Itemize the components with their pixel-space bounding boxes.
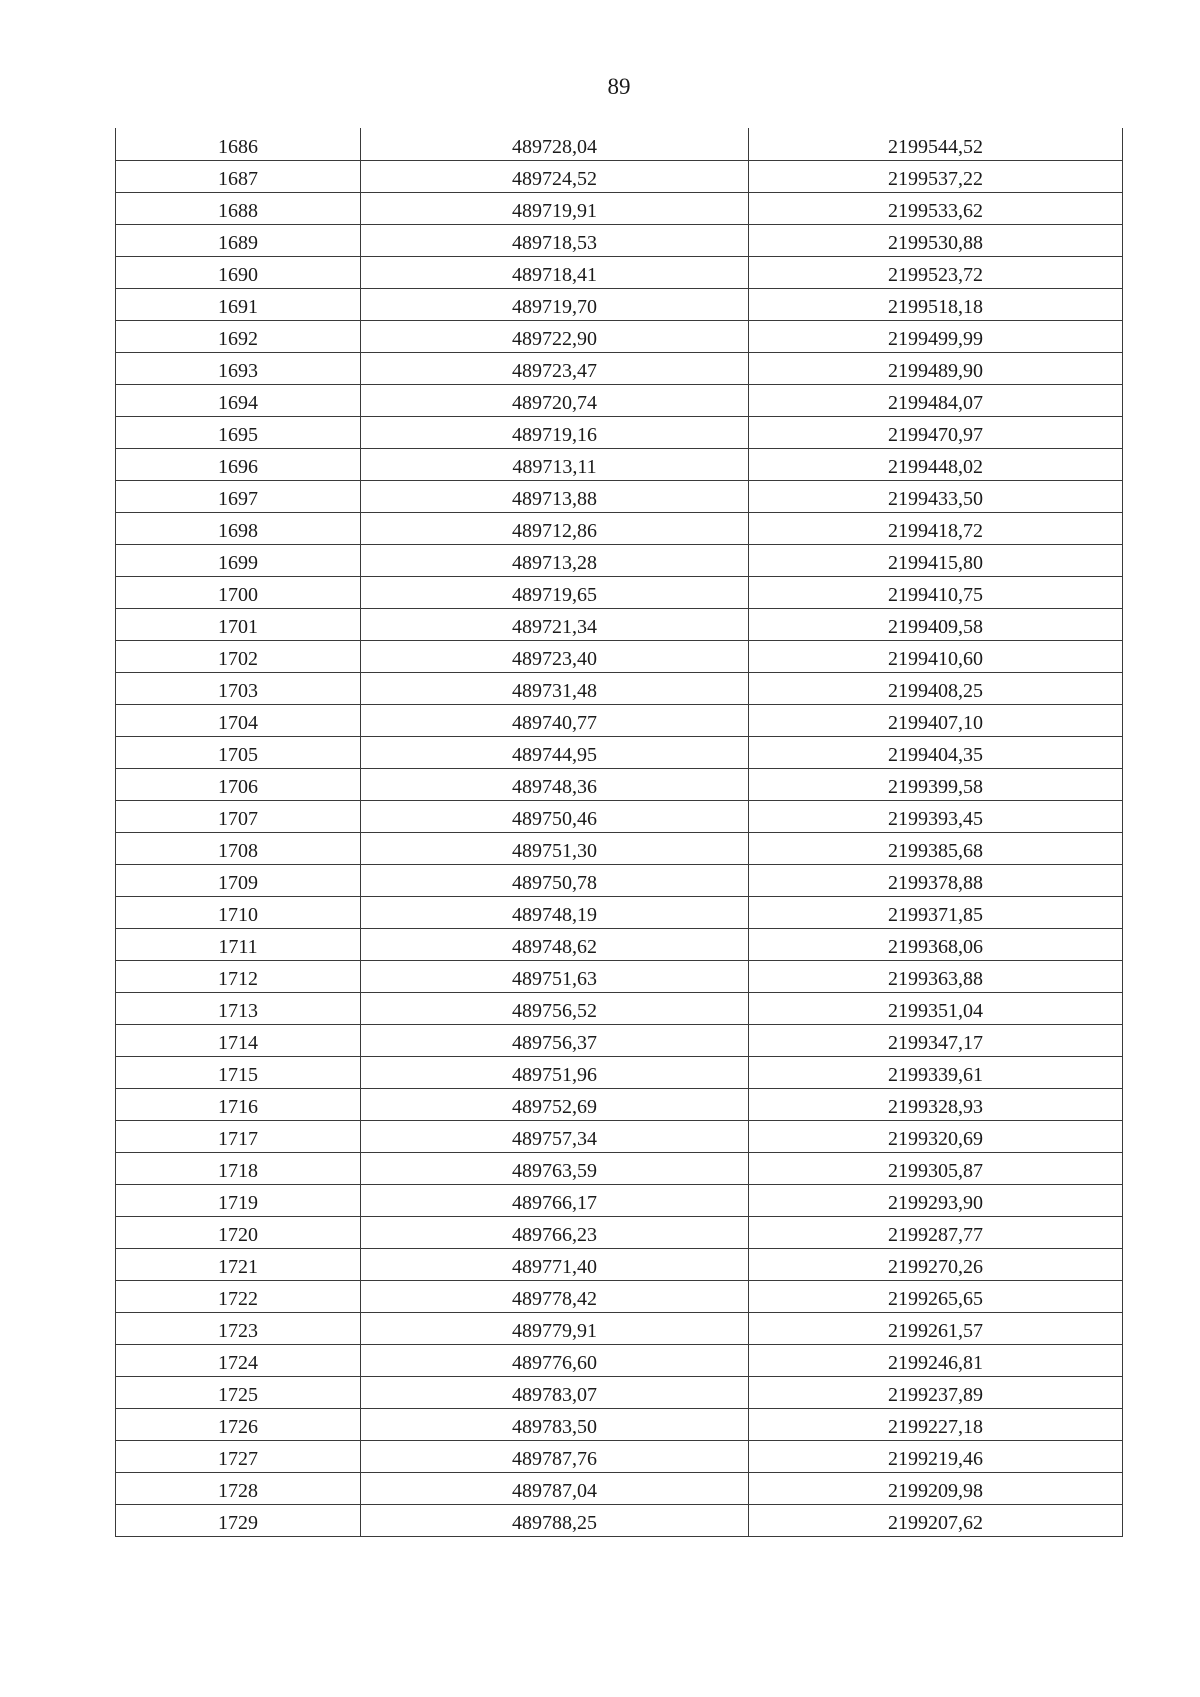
x-coordinate-cell: 489718,53 xyxy=(361,224,749,256)
table-row xyxy=(116,288,1123,320)
x-coordinate-cell: 489751,30 xyxy=(361,832,749,864)
x-coordinate-cell: 489756,37 xyxy=(361,1024,749,1056)
table-row xyxy=(116,1056,1123,1088)
table-row xyxy=(116,128,1123,160)
y-coordinate-cell: 2199347,17 xyxy=(749,1024,1123,1056)
table-row xyxy=(116,416,1123,448)
point-number-cell: 1699 xyxy=(116,544,361,576)
x-coordinate-cell: 489783,07 xyxy=(361,1376,749,1408)
point-number-cell: 1710 xyxy=(116,896,361,928)
y-coordinate-cell: 2199227,18 xyxy=(749,1408,1123,1440)
x-coordinate-cell: 489778,42 xyxy=(361,1280,749,1312)
table-row xyxy=(116,1344,1123,1376)
y-coordinate-cell: 2199518,18 xyxy=(749,288,1123,320)
y-coordinate-cell: 2199415,80 xyxy=(749,544,1123,576)
table-row xyxy=(116,1472,1123,1504)
table-row xyxy=(116,1152,1123,1184)
point-number-cell: 1706 xyxy=(116,768,361,800)
table-row xyxy=(116,544,1123,576)
point-number-cell: 1717 xyxy=(116,1120,361,1152)
point-number-cell: 1711 xyxy=(116,928,361,960)
point-number-cell: 1694 xyxy=(116,384,361,416)
y-coordinate-cell: 2199410,60 xyxy=(749,640,1123,672)
table-row xyxy=(116,384,1123,416)
table-row xyxy=(116,1216,1123,1248)
point-number-cell: 1703 xyxy=(116,672,361,704)
table-row xyxy=(116,736,1123,768)
table-row xyxy=(116,1440,1123,1472)
x-coordinate-cell: 489771,40 xyxy=(361,1248,749,1280)
point-number-cell: 1693 xyxy=(116,352,361,384)
x-coordinate-cell: 489724,52 xyxy=(361,160,749,192)
x-coordinate-cell: 489756,52 xyxy=(361,992,749,1024)
table-row xyxy=(116,480,1123,512)
x-coordinate-cell: 489748,36 xyxy=(361,768,749,800)
point-number-cell: 1687 xyxy=(116,160,361,192)
y-coordinate-cell: 2199305,87 xyxy=(749,1152,1123,1184)
x-coordinate-cell: 489787,76 xyxy=(361,1440,749,1472)
y-coordinate-cell: 2199265,65 xyxy=(749,1280,1123,1312)
y-coordinate-cell: 2199484,07 xyxy=(749,384,1123,416)
point-number-cell: 1696 xyxy=(116,448,361,480)
x-coordinate-cell: 489748,19 xyxy=(361,896,749,928)
table-row xyxy=(116,352,1123,384)
y-coordinate-cell: 2199328,93 xyxy=(749,1088,1123,1120)
y-coordinate-cell: 2199393,45 xyxy=(749,800,1123,832)
table-row xyxy=(116,1504,1123,1536)
point-number-cell: 1722 xyxy=(116,1280,361,1312)
point-number-cell: 1701 xyxy=(116,608,361,640)
point-number-cell: 1690 xyxy=(116,256,361,288)
point-number-cell: 1697 xyxy=(116,480,361,512)
table-row xyxy=(116,960,1123,992)
table-row xyxy=(116,1184,1123,1216)
point-number-cell: 1714 xyxy=(116,1024,361,1056)
x-coordinate-cell: 489744,95 xyxy=(361,736,749,768)
y-coordinate-cell: 2199489,90 xyxy=(749,352,1123,384)
x-coordinate-cell: 489776,60 xyxy=(361,1344,749,1376)
x-coordinate-cell: 489731,48 xyxy=(361,672,749,704)
x-coordinate-cell: 489713,28 xyxy=(361,544,749,576)
table-row xyxy=(116,512,1123,544)
table-row xyxy=(116,640,1123,672)
point-number-cell: 1698 xyxy=(116,512,361,544)
point-number-cell: 1727 xyxy=(116,1440,361,1472)
table-row xyxy=(116,928,1123,960)
table-row xyxy=(116,576,1123,608)
table-row xyxy=(116,896,1123,928)
x-coordinate-cell: 489788,25 xyxy=(361,1504,749,1536)
y-coordinate-cell: 2199530,88 xyxy=(749,224,1123,256)
y-coordinate-cell: 2199470,97 xyxy=(749,416,1123,448)
y-coordinate-cell: 2199237,89 xyxy=(749,1376,1123,1408)
y-coordinate-cell: 2199418,72 xyxy=(749,512,1123,544)
point-number-cell: 1716 xyxy=(116,1088,361,1120)
x-coordinate-cell: 489750,78 xyxy=(361,864,749,896)
table-row xyxy=(116,992,1123,1024)
table-row xyxy=(116,1120,1123,1152)
table-row xyxy=(116,1088,1123,1120)
y-coordinate-cell: 2199209,98 xyxy=(749,1472,1123,1504)
point-number-cell: 1720 xyxy=(116,1216,361,1248)
y-coordinate-cell: 2199351,04 xyxy=(749,992,1123,1024)
x-coordinate-cell: 489757,34 xyxy=(361,1120,749,1152)
point-number-cell: 1721 xyxy=(116,1248,361,1280)
table-row xyxy=(116,1408,1123,1440)
table-row xyxy=(116,672,1123,704)
y-coordinate-cell: 2199378,88 xyxy=(749,864,1123,896)
point-number-cell: 1709 xyxy=(116,864,361,896)
point-number-cell: 1724 xyxy=(116,1344,361,1376)
table-row xyxy=(116,704,1123,736)
x-coordinate-cell: 489766,23 xyxy=(361,1216,749,1248)
point-number-cell: 1704 xyxy=(116,704,361,736)
x-coordinate-cell: 489722,90 xyxy=(361,320,749,352)
x-coordinate-cell: 489728,04 xyxy=(361,128,749,160)
coordinates-table xyxy=(115,128,1123,1537)
y-coordinate-cell: 2199537,22 xyxy=(749,160,1123,192)
point-number-cell: 1705 xyxy=(116,736,361,768)
x-coordinate-cell: 489766,17 xyxy=(361,1184,749,1216)
y-coordinate-cell: 2199407,10 xyxy=(749,704,1123,736)
table-row xyxy=(116,832,1123,864)
point-number-cell: 1728 xyxy=(116,1472,361,1504)
y-coordinate-cell: 2199433,50 xyxy=(749,480,1123,512)
point-number-cell: 1715 xyxy=(116,1056,361,1088)
y-coordinate-cell: 2199207,62 xyxy=(749,1504,1123,1536)
y-coordinate-cell: 2199320,69 xyxy=(749,1120,1123,1152)
coordinates-table-body xyxy=(116,128,1123,1536)
point-number-cell: 1707 xyxy=(116,800,361,832)
y-coordinate-cell: 2199410,75 xyxy=(749,576,1123,608)
y-coordinate-cell: 2199408,25 xyxy=(749,672,1123,704)
y-coordinate-cell: 2199261,57 xyxy=(749,1312,1123,1344)
point-number-cell: 1688 xyxy=(116,192,361,224)
table-row xyxy=(116,1376,1123,1408)
x-coordinate-cell: 489763,59 xyxy=(361,1152,749,1184)
table-row xyxy=(116,1312,1123,1344)
y-coordinate-cell: 2199339,61 xyxy=(749,1056,1123,1088)
x-coordinate-cell: 489719,16 xyxy=(361,416,749,448)
x-coordinate-cell: 489723,47 xyxy=(361,352,749,384)
y-coordinate-cell: 2199270,26 xyxy=(749,1248,1123,1280)
x-coordinate-cell: 489719,70 xyxy=(361,288,749,320)
point-number-cell: 1702 xyxy=(116,640,361,672)
page-number: 89 xyxy=(607,74,631,99)
x-coordinate-cell: 489720,74 xyxy=(361,384,749,416)
y-coordinate-cell: 2199371,85 xyxy=(749,896,1123,928)
table-row xyxy=(116,768,1123,800)
point-number-cell: 1725 xyxy=(116,1376,361,1408)
point-number-cell: 1726 xyxy=(116,1408,361,1440)
point-number-cell: 1729 xyxy=(116,1504,361,1536)
point-number-cell: 1686 xyxy=(116,128,361,160)
table-row xyxy=(116,192,1123,224)
table-row xyxy=(116,320,1123,352)
table-row xyxy=(116,800,1123,832)
x-coordinate-cell: 489719,91 xyxy=(361,192,749,224)
point-number-cell: 1692 xyxy=(116,320,361,352)
y-coordinate-cell: 2199293,90 xyxy=(749,1184,1123,1216)
x-coordinate-cell: 489718,41 xyxy=(361,256,749,288)
point-number-cell: 1712 xyxy=(116,960,361,992)
y-coordinate-cell: 2199368,06 xyxy=(749,928,1123,960)
table-row xyxy=(116,1024,1123,1056)
table-row xyxy=(116,608,1123,640)
x-coordinate-cell: 489713,88 xyxy=(361,480,749,512)
table-row xyxy=(116,448,1123,480)
point-number-cell: 1718 xyxy=(116,1152,361,1184)
y-coordinate-cell: 2199499,99 xyxy=(749,320,1123,352)
x-coordinate-cell: 489752,69 xyxy=(361,1088,749,1120)
y-coordinate-cell: 2199219,46 xyxy=(749,1440,1123,1472)
point-number-cell: 1695 xyxy=(116,416,361,448)
table-row xyxy=(116,224,1123,256)
y-coordinate-cell: 2199409,58 xyxy=(749,608,1123,640)
y-coordinate-cell: 2199533,62 xyxy=(749,192,1123,224)
point-number-cell: 1719 xyxy=(116,1184,361,1216)
table-row xyxy=(116,256,1123,288)
point-number-cell: 1708 xyxy=(116,832,361,864)
x-coordinate-cell: 489723,40 xyxy=(361,640,749,672)
y-coordinate-cell: 2199544,52 xyxy=(749,128,1123,160)
x-coordinate-cell: 489713,11 xyxy=(361,448,749,480)
table-row xyxy=(116,1248,1123,1280)
x-coordinate-cell: 489748,62 xyxy=(361,928,749,960)
table-row xyxy=(116,160,1123,192)
x-coordinate-cell: 489712,86 xyxy=(361,512,749,544)
y-coordinate-cell: 2199523,72 xyxy=(749,256,1123,288)
x-coordinate-cell: 489740,77 xyxy=(361,704,749,736)
point-number-cell: 1689 xyxy=(116,224,361,256)
x-coordinate-cell: 489751,63 xyxy=(361,960,749,992)
y-coordinate-cell: 2199404,35 xyxy=(749,736,1123,768)
x-coordinate-cell: 489719,65 xyxy=(361,576,749,608)
y-coordinate-cell: 2199399,58 xyxy=(749,768,1123,800)
x-coordinate-cell: 489787,04 xyxy=(361,1472,749,1504)
x-coordinate-cell: 489751,96 xyxy=(361,1056,749,1088)
x-coordinate-cell: 489783,50 xyxy=(361,1408,749,1440)
point-number-cell: 1713 xyxy=(116,992,361,1024)
x-coordinate-cell: 489779,91 xyxy=(361,1312,749,1344)
point-number-cell: 1700 xyxy=(116,576,361,608)
table-row xyxy=(116,864,1123,896)
y-coordinate-cell: 2199363,88 xyxy=(749,960,1123,992)
x-coordinate-cell: 489721,34 xyxy=(361,608,749,640)
y-coordinate-cell: 2199385,68 xyxy=(749,832,1123,864)
point-number-cell: 1691 xyxy=(116,288,361,320)
y-coordinate-cell: 2199448,02 xyxy=(749,448,1123,480)
point-number-cell: 1723 xyxy=(116,1312,361,1344)
y-coordinate-cell: 2199287,77 xyxy=(749,1216,1123,1248)
x-coordinate-cell: 489750,46 xyxy=(361,800,749,832)
table-row xyxy=(116,1280,1123,1312)
y-coordinate-cell: 2199246,81 xyxy=(749,1344,1123,1376)
